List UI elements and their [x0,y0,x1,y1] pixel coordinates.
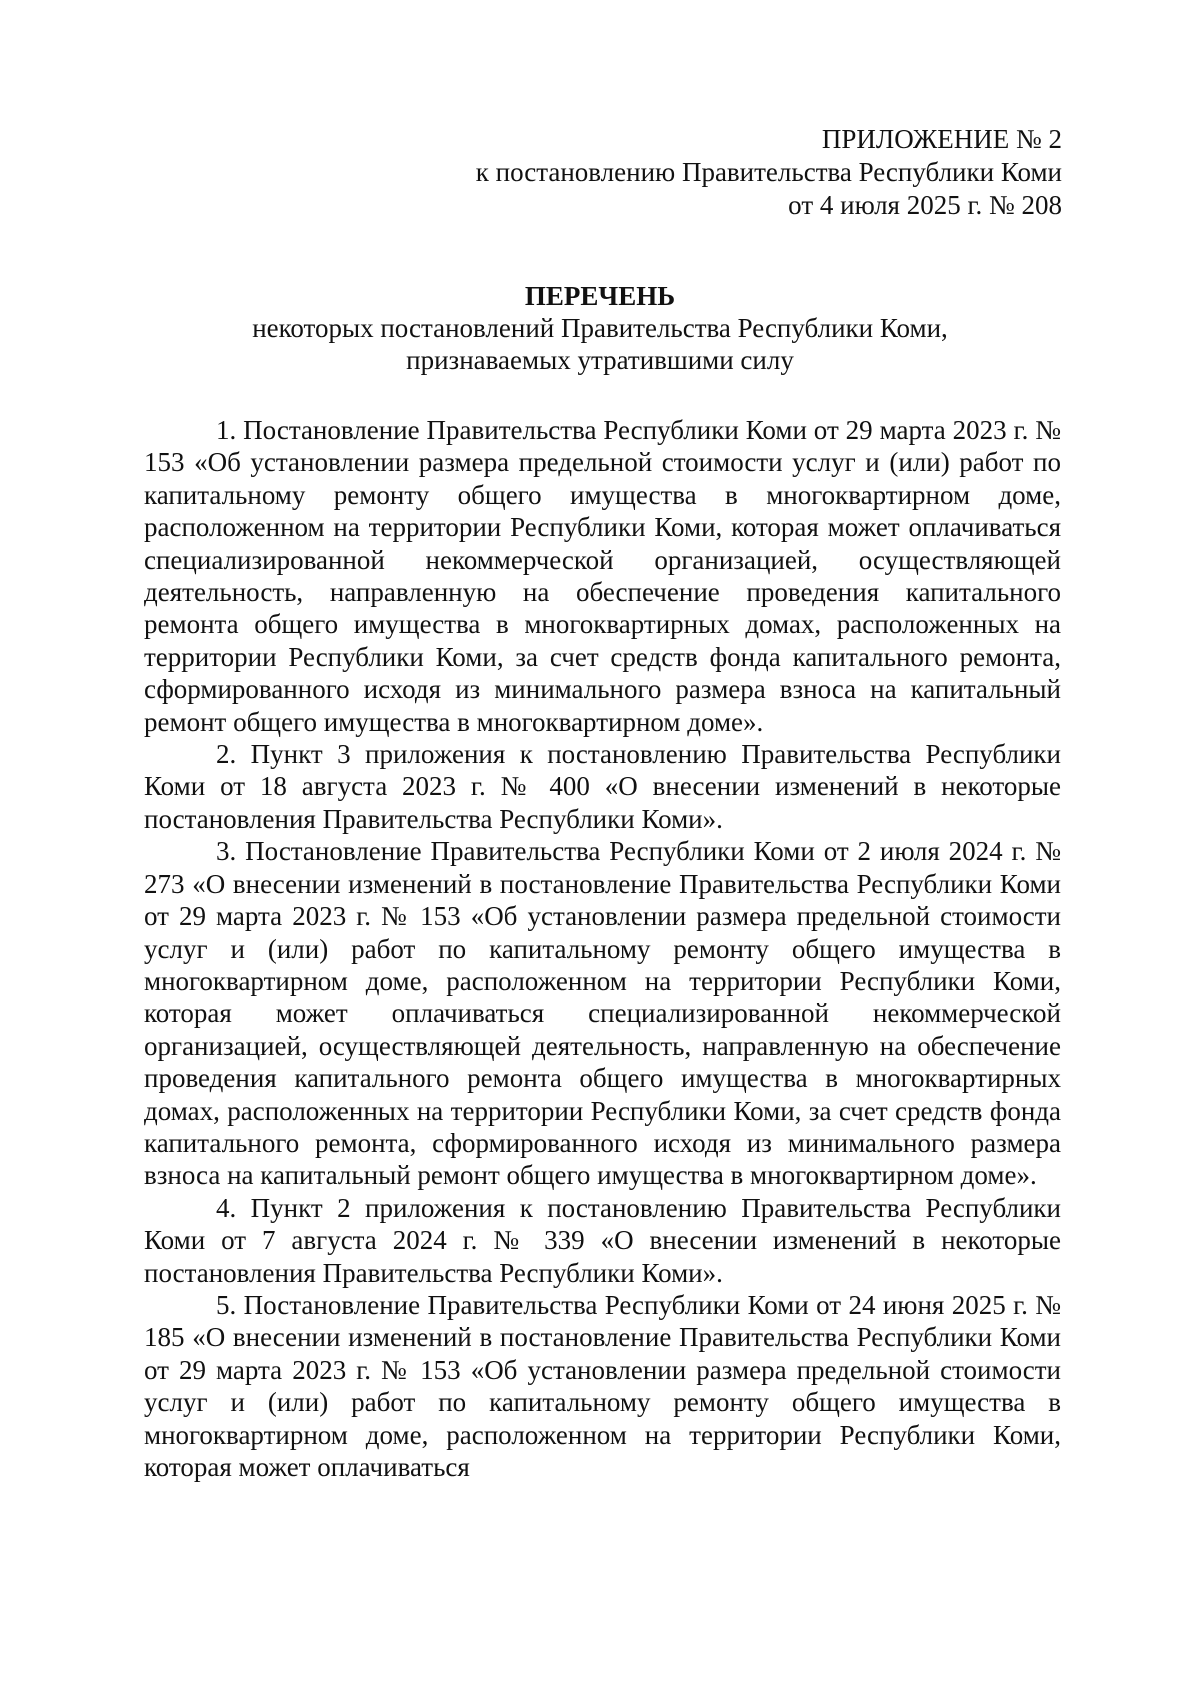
document-heading [140,280,1060,376]
appendix-number: ПРИЛОЖЕНИЕ № 2 [821,124,1062,154]
document-title: ПЕРЕЧЕНЬ [524,281,676,311]
appendix-date: от 4 июля 2025 г. № 208 [788,190,1062,220]
document-subtitle-line-1: некоторых постановлений Правительства Республики Коми, [252,313,948,343]
list-item-2: 2. Пункт 3 приложения к постановлению Правительства Республики Коми от 18 августа 2023 г. № 400 «О внесении изменений в некоторые постановления Правительства Республики Коми». [144,739,1061,834]
document-subtitle-line-2: признаваемых утратившими силу [406,345,794,375]
list-item-1: 1. Постановление Правительства Республики Коми от 29 марта 2023 г. № 153 «Об установлении размера предельной стоимости услуг и (или) работ по капитальному ремонту общего имущества в многоквартирном доме, расположенном на территории Республики Коми, которая может оплачиваться специализированной некоммерческой организацией, осуществляющей деятельность, направленную на обеспечение проведения капитального ремонта общего имущества в многоквартирных домах, расположенных на территории Республики Коми, за счет средств фонда капитального ремонта, сформированного исходя из минимального размера взноса на капитальный ремонт общего имущества в многоквартирном доме». [144,415,1061,737]
appendix-reference: к постановлению Правительства Республики Коми [475,157,1062,187]
document-body [144,414,1061,1483]
list-item-4: 4. Пункт 2 приложения к постановлению Правительства Республики Коми от 7 августа 2024 г. № 339 «О внесении изменений в некоторые постановления Правительства Республики Коми». [144,1192,1061,1288]
list-item-3: 3. Постановление Правительства Республики Коми от 2 июля 2024 г. № 273 «О внесении изменений в постановление Правительства Республики Коми от 29 марта 2023 г. № 153 «Об установлении размера предельной стоимости услуг и (или) работ по капитальному ремонту общего имущества в многоквартирном доме, расположенном на территории Республики Коми, которая может оплачиваться специализированной некоммерческой организацией, осуществляющей деятельность, направленную на обеспечение проведения капитального ремонта общего имущества в многоквартирных домах, расположенных на территории Республики Коми, за счет средств фонда капитального ремонта, сформированного исходя из минимального размера взноса на капитальный ремонт общего имущества в многоквартирном доме». [144,836,1061,1191]
appendix-block [476,123,1062,222]
list-item-5: 5. Постановление Правительства Республики Коми от 24 июня 2025 г. № 185 «О внесении изменений в постановление Правительства Республики Коми от 29 марта 2023 г. № 153 «Об установлении размера предельной стоимости услуг и (или) работ по капитальному ремонту общего имущества в многоквартирном доме, расположенном на территории Республики Коми, которая может оплачиваться [144,1289,1061,1482]
